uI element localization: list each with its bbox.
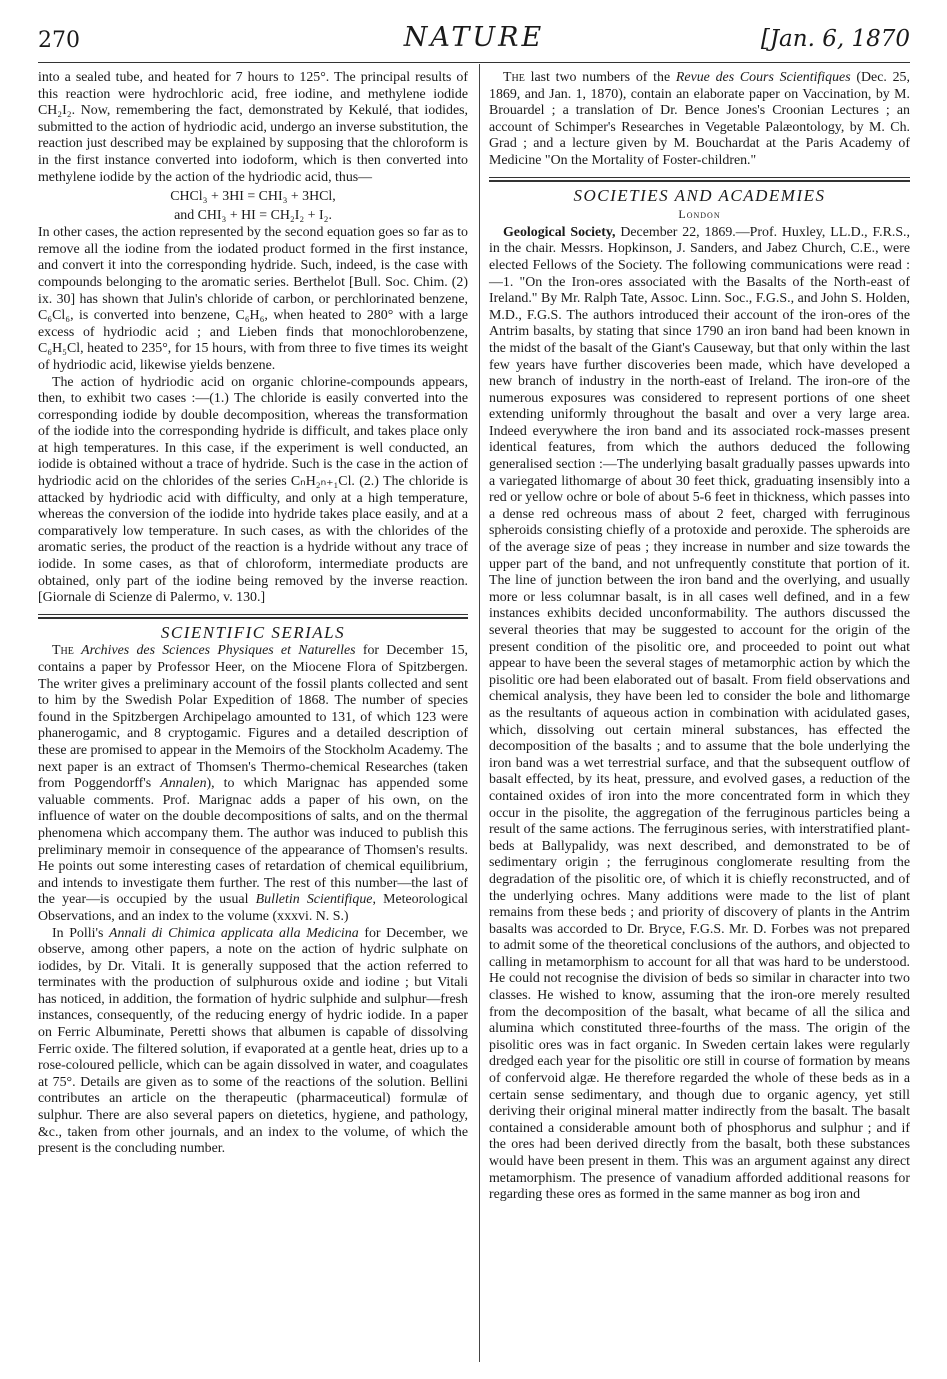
section-title-scientific-serials: SCIENTIFIC SERIALS [160, 622, 346, 642]
text-span: , Meteorological Observations, and an index to the volume (xxxvi. N. S.) [38, 892, 468, 924]
page-number: 270 [38, 28, 80, 53]
journal-name: Annalen [160, 776, 207, 792]
page-header [38, 22, 910, 60]
paragraph: The action of hydriodic acid on organic chlorine-compounds appears, then, to exhibit two cases :—(1.) The chloride is easily converted into the corresponding iodide by double decomposition, whereas the transformation of the iodide into the corresponding hydride is difficult, and takes place only at high temperatures. In this case, if the experiment is well conducted, an iodide is obtained without a trace of hydride. Such is the case in the action of hydriodic acid on the chlorides of the series CₙH₂ₙ₊₁Cl. (2.) The chloride is attacked by hydriodic acid with difficulty, and only at a high temperature, whereas the conversion of the iodide into hydride takes place easily, and at a comparatively low temperature. In such cases, as with the chlorides of the aromatic series, the product of the reaction is a hydride without any trace of iodide. In some cases, as that of chloroform, intermediate products are obtained, only part of the iodine being removed by the inverse reaction. [Giornale di Scienze di Palermo, v. 130.] [38, 374, 468, 606]
section-separator [489, 177, 910, 182]
text-span: (Dec. 25, 1869, and Jan. 1, 1870), contain an elaborate paper on Vaccination, by M. Brouardel ; a translation of Dr. Bence Jones's Croonian Lectures ; an account of Schimper's Researches in Vegetable Palæontology, by M. Ch. Grad ; and a lecture given by M. Bouchardat at the Paris Academy of Medicine "On the Mortality of Foster-children." [489, 70, 910, 168]
paragraph-revue [489, 70, 910, 170]
lead-word: The [503, 70, 525, 85]
paragraph-geological-society [489, 225, 910, 1204]
lead-word: The [52, 643, 74, 659]
society-name: Geological Society, [503, 224, 616, 240]
journal-name: Bulletin Scientifique [255, 892, 373, 908]
paragraph-annali [38, 926, 468, 1158]
text-span: In Polli's [52, 925, 104, 941]
right-column [489, 70, 910, 1204]
text-span: for December, we observe, among other papers, a note on the action of hydric sulphate on iodides, by Dr. Vitali. It is generally supposed that the action referred to terminates with the production of sulphurous oxide and iodine ; but Vitali has noticed, in addition, the formation of hydric sulphide and sulphur—fresh instances, consequently, of the reducing energy of hydric iodide. In a paper on Ferric Albuminate, Peretti shows that albumen is capable of dissolving Ferric oxide. The filtered solution, if evaporated at a gentle heat, dries up to a rose-coloured pellicle, which can be again dissolved in water, and coagulates at 75°. Details are given as to some of the reactions of the solution. Bellini contributes an article on the therapeutic (pharmaceutical) formulæ of sulphur. There are also several papers on dietetics, hygiene, and pathology, &c., taken from other journals, and an index to the volume, of which the present is the concluding number. [38, 925, 468, 1157]
text-span: last two numbers of the [530, 70, 671, 85]
section-separator [38, 614, 468, 619]
journal-name: Annali di Chimica applicata alla Medicina [109, 925, 359, 941]
text-span: for December 15, contains a paper by Professor Heer, on the Miocene Flora of Spitzbergen. The writer gives a preliminary account of the fossil plants collected and sent to him by the Swedish Polar Expedition of 1868. The number of species found in the Spitzbergen Archipelago amounted to 131, of which 123 were phanerogamic, and 8 cryptogamic. Figures and a detailed description of these are promised to appear in the Memoirs of the Stockholm Academy. The next paper is an extract of Thomsen's Thermo-chemical Researches (taken from Poggendorff's [38, 643, 469, 792]
equation-2: and CHI₃ + HI = CH₂I₂ + I₂. [174, 208, 332, 224]
left-column [38, 70, 468, 1158]
equation-1: CHCl₃ + 3HI = CHI₃ + 3HCl, [170, 189, 336, 205]
text-span: ), to which Marignac has appended some valuable comments. Prof. Marignac adds a paper of his own, on the influence of water on the double decompositions of salts, and on the thermal phenomena which accompany them. The author was induced to publish this preliminary memoir in consequence of the appearance of Thomsen's results. He points out some interesting cases of retardation of chemical equilibrium, and intends to investigate them further. The rest of this number—the last of the year—is occupied by the usual [38, 776, 468, 908]
paragraph: In other cases, the action represented by the second equation goes so far as to remove all the iodine from the iodated product formed in the first instance, and convert it into the corresponding hydride. Such, indeed, is the case with compounds belonging to the aromatic series. Berthelot [Bull. Soc. Chim. (2) ix. 30] has shown that Julin's chloride of carbon, or perchlorinated benzene, C₆Cl₆, is converted into benzene, C₆H₆, when heated to 280° with a large excess of hydriodic acid ; and Lieben finds that monochlorobenzene, C₆H₅Cl, heated to 235°, for 15 hours, with from three to five times its weight of hydriodic acid, likewise yields benzene. [38, 225, 468, 373]
section-title-societies: SOCIETIES AND ACADEMIES [573, 185, 826, 205]
journal-name: Revue des Cours Scientifiques [675, 70, 851, 85]
header-rule [38, 62, 910, 63]
section-subtitle-london: London [678, 207, 721, 222]
column-divider [479, 64, 480, 1362]
journal-title: NATURE [403, 22, 545, 53]
paragraph-archives [38, 643, 468, 925]
paragraph: into a sealed tube, and heated for 7 hours to 125°. The principal results of this reaction were hydrochloric acid, free iodine, and methylene iodide CH₂I₂. Now, remembering the fact, demonstrated by Kekulé, that iodides, submitted to the action of hydriodic acid, undergo an inverse substitution, the reaction just described may be explained by supposing that the chloroform is in the first instance converted into iodoform, which is then converted into methylene iodide by the action of the hydriodic acid, thus— [38, 70, 468, 185]
text-span: December 22, 1869.—Prof. Huxley, LL.D., F.R.S., in the chair. Messrs. Hopkinson, J. Sanders, and Jabez Church, C.E., were elected Fellows of the Society. The following communications were read :—1. "On the Iron-ores associated with the Basalts of the North-east of Ireland." By Mr. Ralph Tate, Assoc. Linn. Soc., F.G.S., and John S. Holden, M.D., F.G.S. The authors introduced their account of the iron-ores of the Antrim basalts, by stating that since 1790 an iron band had been known in the midst of the basalt of the Giant's Causeway, but that only within the last few years have further discoveries been made, which have developed a new branch of industry in the north-east of Ireland. The iron-ore of the numerous exposures was considered to represent portions of one sheet extending uniformly throughout the basalt and over a very large area. Indeed everywhere the iron band and its associated rock-masses present identical features, from which the authors deduced the following generalised section :—The underlying basalt gradually passes upwards into a variegated lithomarge of about 30 feet thick, graduating insensibly into a red or yellow ochre or bole of about 5-6 feet in thickness, which passes into a dense red ochreous mass of about 2 feet, charged with ferruginous spheroids consisting chiefly of a protoxide and peroxide. The spheroids are of the average size of peas ; they increase in number and size towards the upper part of the band, and not unfrequently constitute that portion of it. The line of junction between the iron band and the overlying, and usually more or less columnar basalt, is in all cases well defined, and in a few instances exhibits decided unconformability. The authors discussed the several theories that may be suggested to account for the origin of the present condition of the pisolitic ore, and proceeded to point out what appear to have been the several stages of metamorphic action by which the pisolitic ore had been elaborated out of basalt. From field observations and chemical analysis, they have been led to consider the bole and lithomarge as the resultants of aqueous action in combination with acidulated gases, which, dissolving out certain mineral substances, has effected the decomposition of the basalts ; and to assume that the bole underlying the iron band was a wet terrestrial surface, and that the subsequent outflow of basalt effected, by its heat, pressure, and evolved gases, a reduction of the contained oxides of iron into the more concentrated form in which they occur in the pisolite, the aggregation of the ferruginous particles being a result of the same actions. The ferruginous series, with interstratified plant-beds at Ballypalidy, was next described, and demonstrated to be of sedimentary origin ; the ferruginous conglomerate resulting from the degradation of the pisolitic ore, of which it is chiefly reconstructed, and of the underlying ochres. Many additions were made to the list of plant remains from these beds ; and priority of discovery of plants in the Antrim basalts was accorded to Dr. Bryce, F.G.S. Mr. D. Forbes was not prepared to admit some of the theoretical conclusions of the authors, and objected to calling in metamorphism to account for all that was hard to be understood. He could not recognise the division of beds so similar in character into two classes. He wished to know, assuming that the iron-ore merely resulted from the decomposition of the basalt, what became of all the silica and alumina which constituted three-fourths of the mass. The origin of the pisolitic ores was in fact organic. In Sweden certain lakes were regularly dredged each year for the pisolitic ore still in course of formation by means of confervoid algæ. He therefore regarded the whole of these beds as in a certain sense sedimentary, and though due to organic agency, yet still deriving their original mineral matter indirectly from the basalt. The basalt contained a considerable amount both of phosphorus and sulphur ; and if the ores had been derived directly from the basalt, both these substances would have been present in them. This was an argument against any direct metamorphism. The presence of vanadium afforded additional reasons for regarding these ores as formed in the same manner as bog iron and [489, 224, 910, 1203]
issue-date: [Jan. 6, 1870 [760, 26, 910, 52]
journal-name: Archives des Sciences Physiques et Naturelles [81, 643, 356, 659]
